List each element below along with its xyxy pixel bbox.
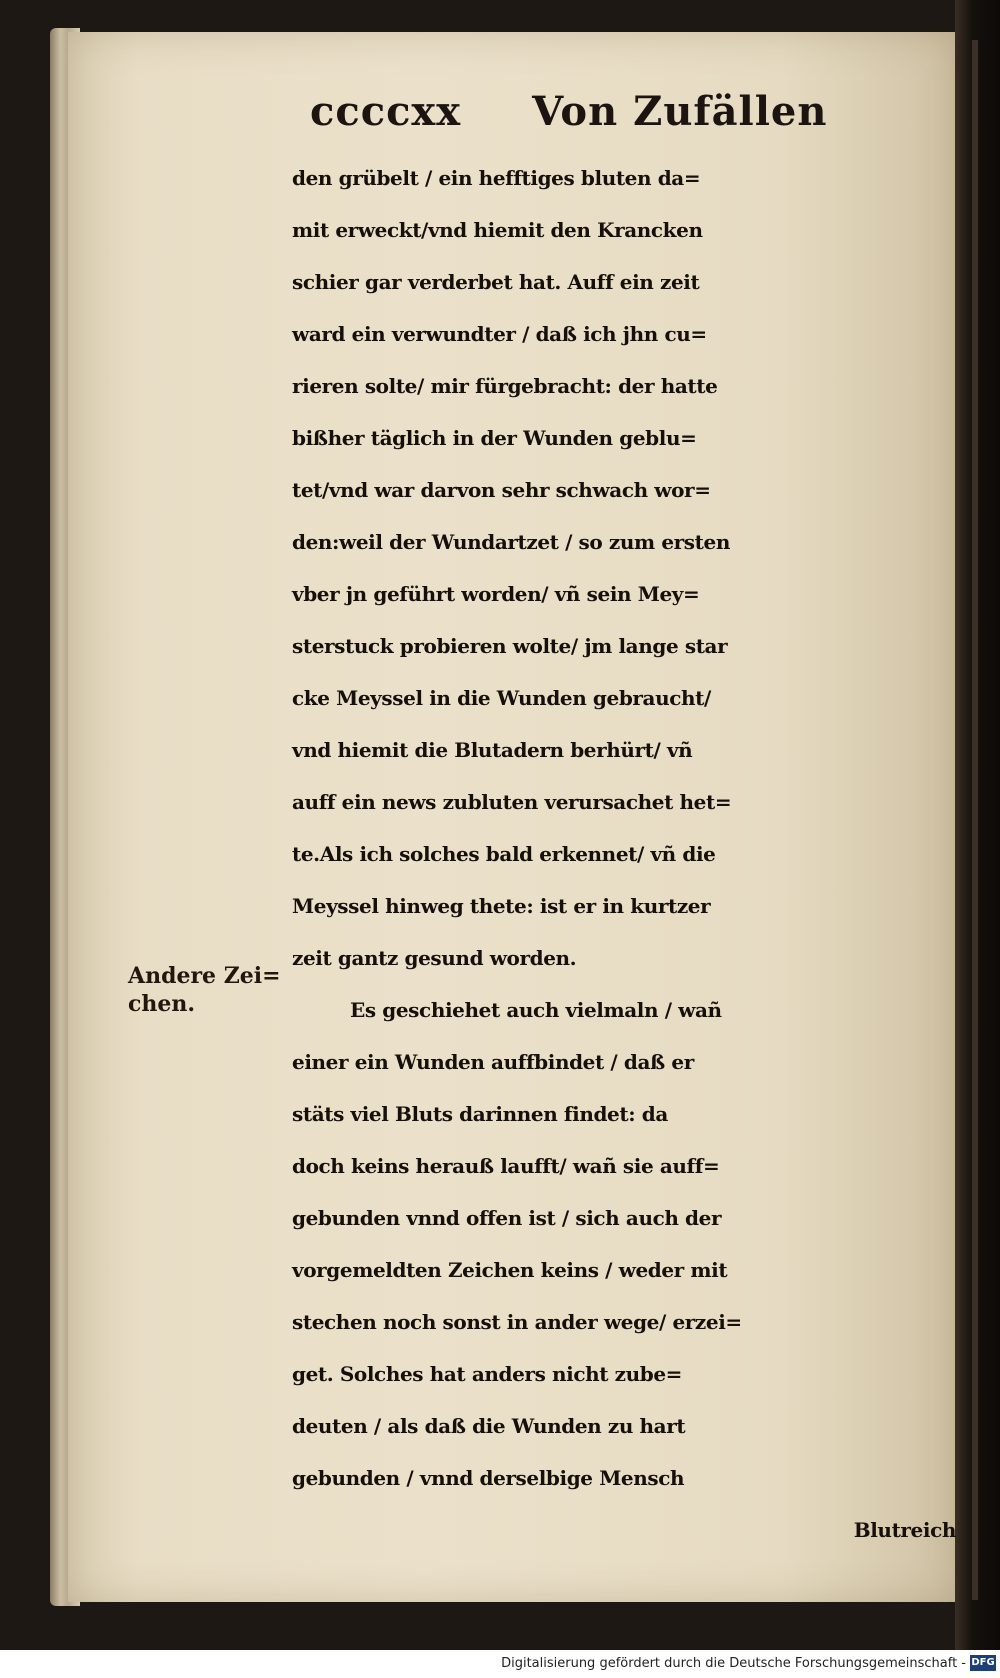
text-line: auff ein news zubluten verursachet het= bbox=[292, 790, 732, 814]
text-line: vber jn geführt worden/ vñ sein Mey= bbox=[292, 582, 700, 606]
text-line: deuten / als daß die Wunden zu hart bbox=[292, 1414, 686, 1438]
text-line: den grübelt / ein hefftiges bluten da= bbox=[292, 166, 701, 190]
text-line: einer ein Wunden auffbindet / daß er bbox=[292, 1050, 694, 1074]
folio-number: ccccxx bbox=[310, 88, 462, 135]
text-line: schier gar verderbet hat. Auff ein zeit bbox=[292, 270, 700, 294]
text-line: get. Solches hat anders nicht zube= bbox=[292, 1362, 683, 1386]
text-line: vorgemeldten Zeichen keins / weder mit bbox=[292, 1258, 728, 1282]
text-line: den:weil der Wundartzet / so zum ersten bbox=[292, 530, 730, 554]
body-text bbox=[292, 152, 960, 1556]
text-line: ward ein verwundter / daß ich jhn cu= bbox=[292, 322, 707, 346]
dfg-logo: DFG bbox=[970, 1655, 996, 1671]
text-line: tet/vnd war darvon sehr schwach wor= bbox=[292, 478, 711, 502]
text-line: stäts viel Bluts darinnen findet: da bbox=[292, 1102, 668, 1126]
text-line: gebunden / vnnd derselbige Mensch bbox=[292, 1466, 685, 1490]
text-line: vnd hiemit die Blutadern berhürt/ vñ bbox=[292, 738, 693, 762]
text-line: doch keins herauß laufft/ wañ sie auff= bbox=[292, 1154, 720, 1178]
text-line: stechen noch sonst in ander wege/ erzei= bbox=[292, 1310, 742, 1334]
marginal-note bbox=[128, 962, 288, 1018]
text-line: te.Als ich solches bald erkennet/ vñ die bbox=[292, 842, 716, 866]
text-line: rieren solte/ mir fürgebracht: der hatte bbox=[292, 374, 718, 398]
text-line: gebunden vnnd offen ist / sich auch der bbox=[292, 1206, 722, 1230]
marginal-note-line: chen. bbox=[128, 991, 196, 1017]
text-line: sterstuck probieren wolte/ jm lange star bbox=[292, 634, 728, 658]
text-line: Meyssel hinweg thete: ist er in kurtzer bbox=[292, 894, 711, 918]
text-line: mit erweckt/vnd hiemit den Krancken bbox=[292, 218, 703, 242]
marginal-note-line: Andere Zei= bbox=[128, 963, 281, 989]
footer-credit: Digitalisierung gefördert durch die Deutsche Forschungsgemeinschaft - bbox=[501, 1656, 966, 1671]
text-line: Es geschiehet auch vielmaln / wañ bbox=[350, 998, 722, 1022]
text-line: cke Meyssel in die Wunden gebraucht/ bbox=[292, 686, 711, 710]
running-title: Von Zufällen bbox=[532, 88, 828, 135]
catchword: Blutreich bbox=[853, 1518, 956, 1542]
text-line: zeit gantz gesund worden. bbox=[292, 946, 577, 970]
text-line: bißher täglich in der Wunden geblu= bbox=[292, 426, 697, 450]
running-header bbox=[310, 88, 827, 135]
gutter-edge bbox=[972, 40, 978, 1600]
